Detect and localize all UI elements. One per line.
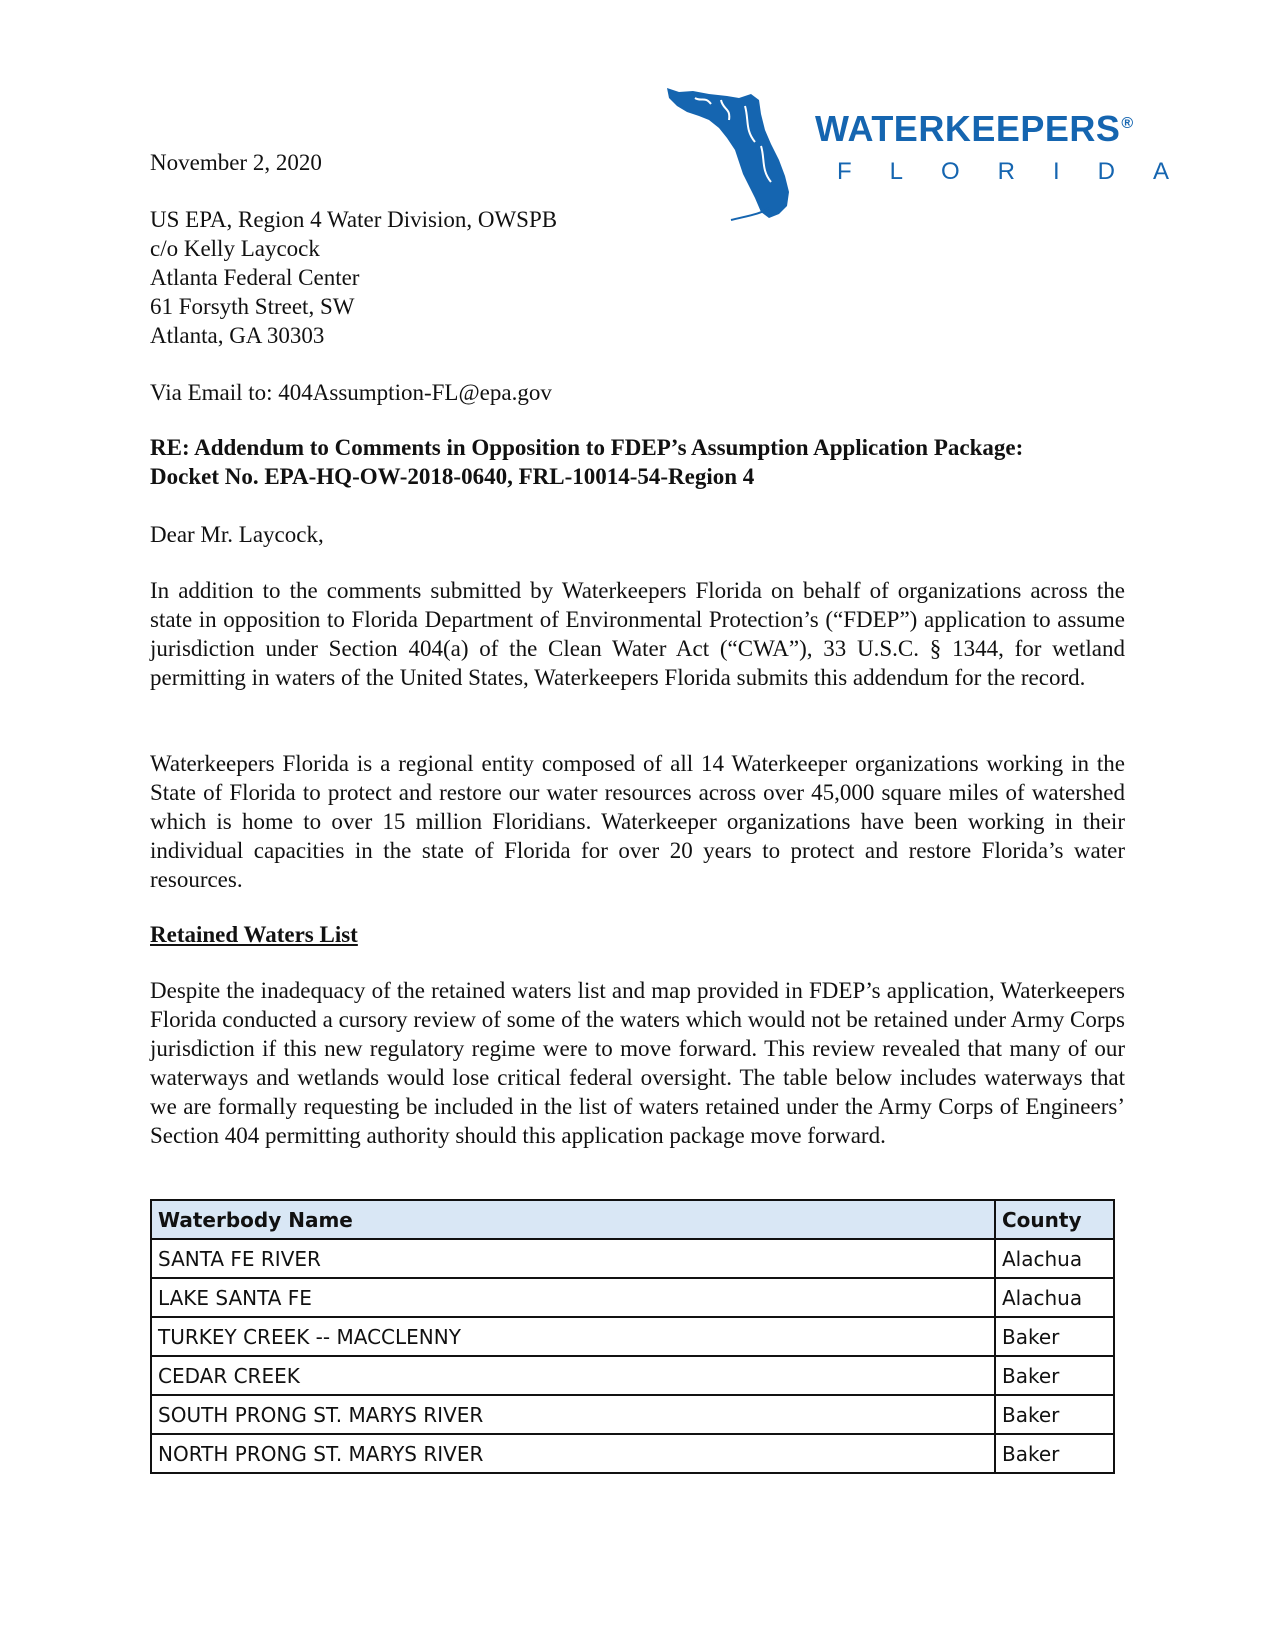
address-line: Atlanta, GA 30303 [150, 323, 325, 348]
table-header-row [151, 1200, 1114, 1239]
letter-date: November 2, 2020 [150, 150, 322, 175]
county-cell: Baker [995, 1356, 1114, 1395]
address-line: US EPA, Region 4 Water Division, OWSPB [150, 207, 558, 232]
waterbody-cell: CEDAR CREEK [151, 1356, 995, 1395]
waterbody-cell: TURKEY CREEK -- MACCLENNY [151, 1317, 995, 1356]
waterbody-cell: SOUTH PRONG ST. MARYS RIVER [151, 1395, 995, 1434]
re-subject [150, 433, 1125, 491]
table-row [151, 1356, 1114, 1395]
re-line: Docket No. EPA-HQ-OW-2018-0640, FRL-10014-54-Region 4 [150, 464, 755, 489]
table-row [151, 1278, 1114, 1317]
address-line: 61 Forsyth Street, SW [150, 294, 355, 319]
waterbody-cell: NORTH PRONG ST. MARYS RIVER [151, 1434, 995, 1473]
recipient-address [150, 205, 1125, 350]
email-line: Via Email to: 404Assumption-FL@epa.gov [150, 380, 552, 405]
table-row [151, 1239, 1114, 1278]
county-cell: Baker [995, 1317, 1114, 1356]
table-row [151, 1434, 1114, 1473]
brand-subtitle: FLORIDA [837, 158, 1208, 185]
brand-name [815, 108, 1134, 150]
re-line: RE: Addendum to Comments in Opposition to FDEP’s Assumption Application Package: [150, 435, 1024, 460]
waterbody-cell: LAKE SANTA FE [151, 1278, 995, 1317]
brand-name-text: WATERKEEPERS [815, 108, 1121, 149]
county-cell: Alachua [995, 1278, 1114, 1317]
section-heading: Retained Waters List [150, 922, 358, 947]
retained-waters-table [150, 1199, 1115, 1474]
registered-mark: ® [1121, 115, 1134, 132]
waterbody-cell: SANTA FE RIVER [151, 1239, 995, 1278]
county-cell: Baker [995, 1434, 1114, 1473]
county-cell: Baker [995, 1395, 1114, 1434]
column-header-waterbody: Waterbody Name [151, 1200, 995, 1239]
body-paragraph-3: Despite the inadequacy of the retained waters list and map provided in FDEP’s application, Waterkeepers Florida conducted a cursory review of some of the waters which would not be retained under Army Corps jurisdiction if this new regulatory regime were to move forward. This review revealed that many of our waterways and wetlands would lose critical federal oversight. The table below includes waterways that we are formally requesting be included in the list of waters retained under the Army Corps of Engineers’ Section 404 permitting authority should this application package move forward. [150, 978, 1125, 1148]
county-cell: Alachua [995, 1239, 1114, 1278]
address-line: Atlanta Federal Center [150, 265, 360, 290]
body-paragraph-1: In addition to the comments submitted by Waterkeepers Florida on behalf of organizations across the state in opposition to Florida Department of Environmental Protection’s (“FDEP”) application to assume jurisdiction under Section 404(a) of the Clean Water Act (“CWA”), 33 U.S.C. § 1344, for wetland permitting in waters of the United States, Waterkeepers Florida submits this addendum for the record. [150, 578, 1125, 690]
table-row [151, 1317, 1114, 1356]
address-line: c/o Kelly Laycock [150, 236, 320, 261]
column-header-county: County [995, 1200, 1114, 1239]
table-row [151, 1395, 1114, 1434]
salutation: Dear Mr. Laycock, [150, 522, 324, 547]
body-paragraph-2: Waterkeepers Florida is a regional entity composed of all 14 Waterkeeper organizations working in the State of Florida to protect and restore our water resources across over 45,000 square miles of watershed which is home to over 15 million Floridians. Waterkeeper organizations have been working in their individual capacities in the state of Florida for over 20 years to protect and restore Florida’s water resources. [150, 751, 1125, 892]
